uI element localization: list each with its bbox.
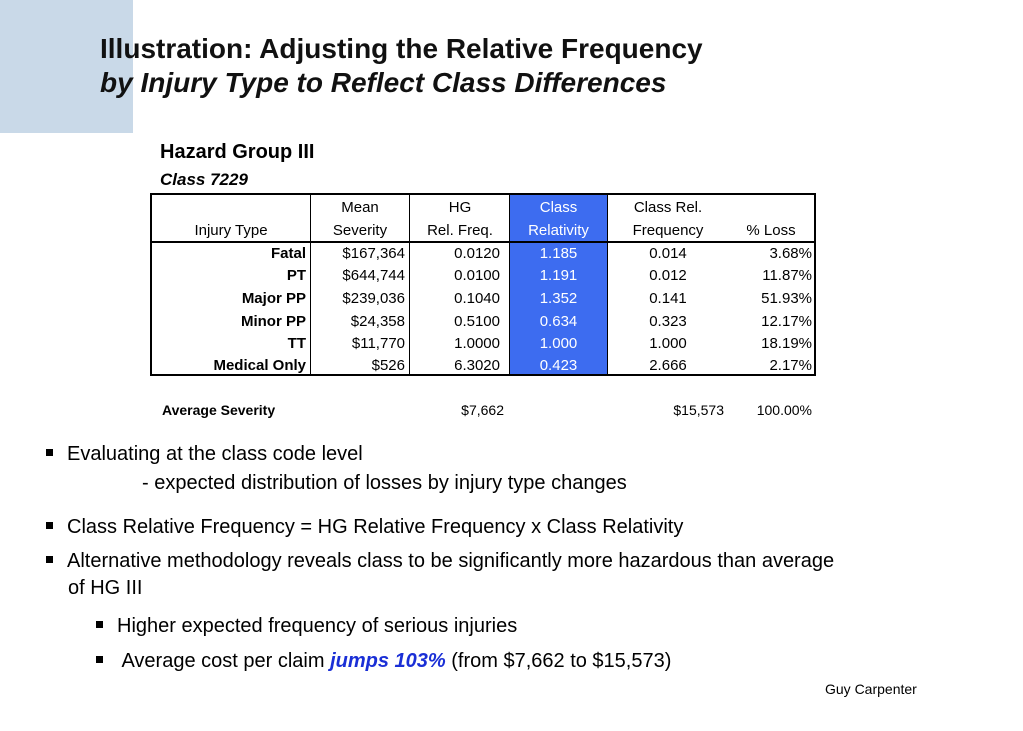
average-loss-total: 100.00% [756,402,812,418]
bullet-text: Higher expected frequency of serious injuries [117,615,518,637]
bullet-square-icon [96,621,103,628]
slide-title [100,32,703,100]
row-severity: $11,770 [351,335,405,352]
average-severity-label: Average Severity [162,402,276,418]
row-severity: $239,036 [342,290,405,307]
header-class: Class [539,199,578,216]
bullet-text: (from $7,662 to $15,573) [445,650,672,672]
row-relativity: 1.000 [539,335,578,352]
row-relativity: 0.423 [539,357,578,374]
row-severity: $24,358 [350,313,405,330]
sub-bullet-item [96,647,671,675]
row-class-rel-freq: 0.014 [649,245,687,262]
row-severity: $644,744 [342,267,405,284]
row-loss: 2.17% [769,357,812,374]
row-injury: Medical Only [213,357,306,374]
row-class-rel-freq: 0.012 [649,267,687,284]
bullet-text: Alternative methodology reveals class to be significantly more hazardous than average [67,550,835,572]
bullet-text: Evaluating at the class code level [67,443,363,465]
average-class-value: $15,573 [673,402,724,418]
bullet-continuation: of HG III [68,577,143,599]
row-hg-freq: 0.0100 [454,267,500,284]
title-line-2: by Injury Type to Reflect Class Differences [100,67,667,98]
row-injury: PT [286,267,306,284]
row-loss: 18.19% [761,335,812,352]
header-injury-type: Injury Type [194,222,268,239]
sub-bullet-item [96,612,517,640]
header-relativity: Relativity [528,222,589,239]
header-divider [152,241,814,243]
table-subtitle: Class 7229 [160,170,248,189]
row-loss: 12.17% [761,313,812,330]
bullet-item [46,513,683,541]
title-line-1: Illustration: Adjusting the Relative Frequency [100,33,703,64]
row-hg-freq: 1.0000 [454,335,500,352]
header-severity: Severity [332,222,388,239]
row-injury: Major PP [241,290,306,307]
bullet-square-icon [46,556,53,563]
row-hg-freq: 0.5100 [454,313,500,330]
bullet-square-icon [46,449,53,456]
header-loss: % Loss [746,222,796,239]
row-hg-freq: 6.3020 [454,357,500,374]
header-class-rel: Class Rel. [633,199,703,216]
row-relativity: 1.191 [539,267,578,284]
row-class-rel-freq: 2.666 [649,357,687,374]
header-frequency: Frequency [632,222,704,239]
row-class-rel-freq: 0.323 [649,313,687,330]
header-hg: HG [448,199,472,216]
bullet-item [46,547,834,575]
table-title: Hazard Group III [160,141,315,163]
row-loss: 51.93% [761,290,812,307]
row-class-rel-freq: 0.141 [649,290,687,307]
average-hg-value: $7,662 [461,402,504,418]
row-injury: TT [287,335,306,352]
bullet-item [46,440,363,468]
row-severity: $526 [371,357,405,374]
frequency-table [150,193,816,376]
row-relativity: 1.185 [539,245,578,262]
row-hg-freq: 0.1040 [454,290,500,307]
bullet-text: Class Relative Frequency = HG Relative Frequency x Class Relativity [67,516,684,538]
bullet-text: Average cost per claim [117,650,331,672]
footer-company: Guy Carpenter [825,681,917,697]
row-relativity: 0.634 [539,313,578,330]
bullet-square-icon [96,656,103,663]
highlight-jump: jumps 103% [330,650,446,672]
row-injury: Minor PP [240,313,306,330]
bullet-subtext: - expected distribution of losses by injury type changes [142,472,627,494]
row-hg-freq: 0.0120 [454,245,500,262]
row-relativity: 1.352 [539,290,578,307]
header-rel-freq: Rel. Freq. [427,222,493,239]
row-injury: Fatal [270,245,306,262]
bullet-square-icon [46,522,53,529]
header-mean: Mean [341,199,379,216]
row-loss: 11.87% [762,267,812,284]
row-severity: $167,364 [342,245,405,262]
row-class-rel-freq: 1.000 [649,335,687,352]
row-loss: 3.68% [769,245,812,262]
